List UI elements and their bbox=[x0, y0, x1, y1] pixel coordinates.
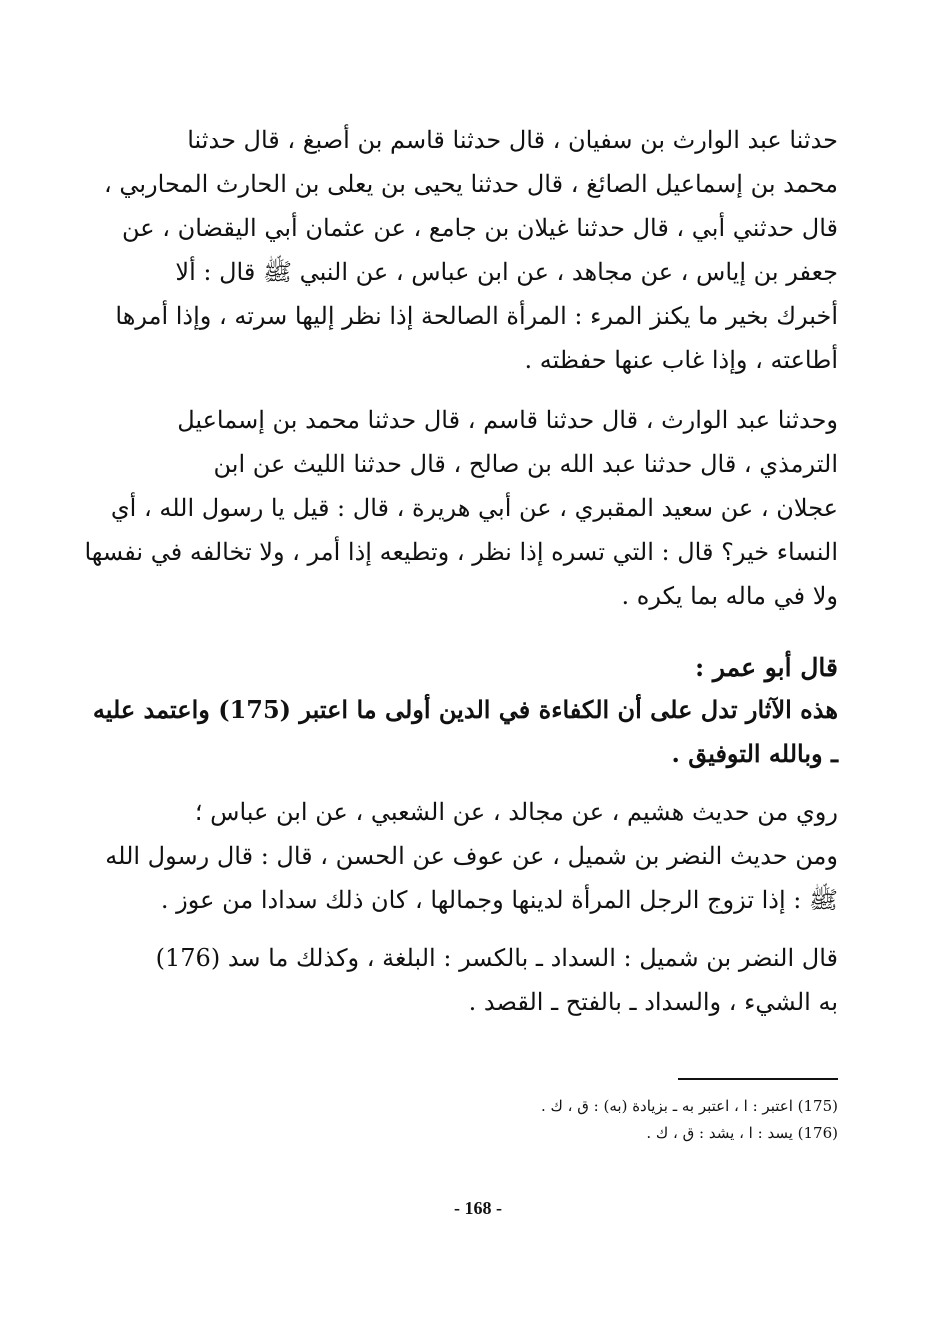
text-line: به الشيء ، والسداد ـ بالفتح ـ القصد . bbox=[468, 988, 838, 1016]
paragraph-2 bbox=[84, 398, 838, 618]
footnote: (176) يسد : ا ، يشد : ق ، ك . bbox=[646, 1124, 838, 1142]
paragraph-1 bbox=[103, 118, 838, 382]
footnote: (175) اعتبر : ا ، اعتبر به ـ بزيادة (به) : ق ، ك . bbox=[541, 1097, 838, 1115]
text-line: عجلان ، عن سعيد المقبري ، عن أبي هريرة ، قال : قيل يا رسول الله ، أي bbox=[110, 494, 838, 522]
text-line: ولا في ماله بما يكره . bbox=[621, 582, 838, 610]
section-heading: قال أبو عمر : bbox=[694, 653, 838, 682]
text-line: قال حدثني أبي ، قال حدثنا غيلان بن جامع ، عن عثمان أبي اليقضان ، عن bbox=[122, 214, 838, 242]
text-line: ومن حديث النضر بن شميل ، عن عوف عن الحسن ، قال : قال رسول الله bbox=[105, 842, 838, 870]
text-line: وحدثنا عبد الوارث ، قال حدثنا قاسم ، قال حدثنا محمد بن إسماعيل bbox=[177, 406, 838, 434]
text-line: ﷺ : إذا تزوج الرجل المرأة لدينها وجمالها ، كان ذلك سدادا من عوز . bbox=[160, 886, 838, 914]
text-line: محمد بن إسماعيل الصائغ ، قال حدثنا يحيى بن يعلى بن الحارث المحاربي ، bbox=[103, 170, 838, 198]
text-line: قال النضر بن شميل : السداد ـ بالكسر : البلغة ، وكذلك ما سد (176) bbox=[155, 944, 838, 972]
book-page bbox=[84, 118, 838, 1228]
paragraph-bold bbox=[92, 688, 838, 776]
page-number: - 168 - bbox=[454, 1198, 502, 1218]
footnotes bbox=[118, 1093, 838, 1147]
text-line: ـ وبالله التوفيق . bbox=[671, 739, 838, 768]
text-line: أطاعته ، وإذا غاب عنها حفظته . bbox=[524, 346, 838, 374]
text-line: أخبرك بخير ما يكنز المرء : المرأة الصالحة إذا نظر إليها سرته ، وإذا أمرها bbox=[115, 302, 838, 330]
text-line: هذه الآثار تدل على أن الكفاءة في الدين أولى ما اعتبر (175) واعتمد عليه bbox=[92, 695, 838, 724]
text-line: حدثنا عبد الوارث بن سفيان ، قال حدثنا قاسم بن أصبغ ، قال حدثنا bbox=[187, 126, 838, 154]
text-line: الترمذي ، قال حدثنا عبد الله بن صالح ، قال حدثنا الليث عن ابن bbox=[213, 450, 838, 478]
paragraph-5 bbox=[118, 936, 838, 1024]
text-line: روي من حديث هشيم ، عن مجالد ، عن الشعبي ، عن ابن عباس ؛ bbox=[194, 798, 838, 826]
paragraph-4 bbox=[105, 790, 838, 922]
footnote-divider bbox=[678, 1078, 838, 1080]
text-line: النساء خير؟ قال : التي تسره إذا نظر ، وتطيعه إذا أمر ، ولا تخالفه في نفسها bbox=[84, 538, 838, 566]
text-line: جعفر بن إياس ، عن مجاهد ، عن ابن عباس ، عن النبي ﷺ قال : ألا bbox=[175, 258, 838, 286]
